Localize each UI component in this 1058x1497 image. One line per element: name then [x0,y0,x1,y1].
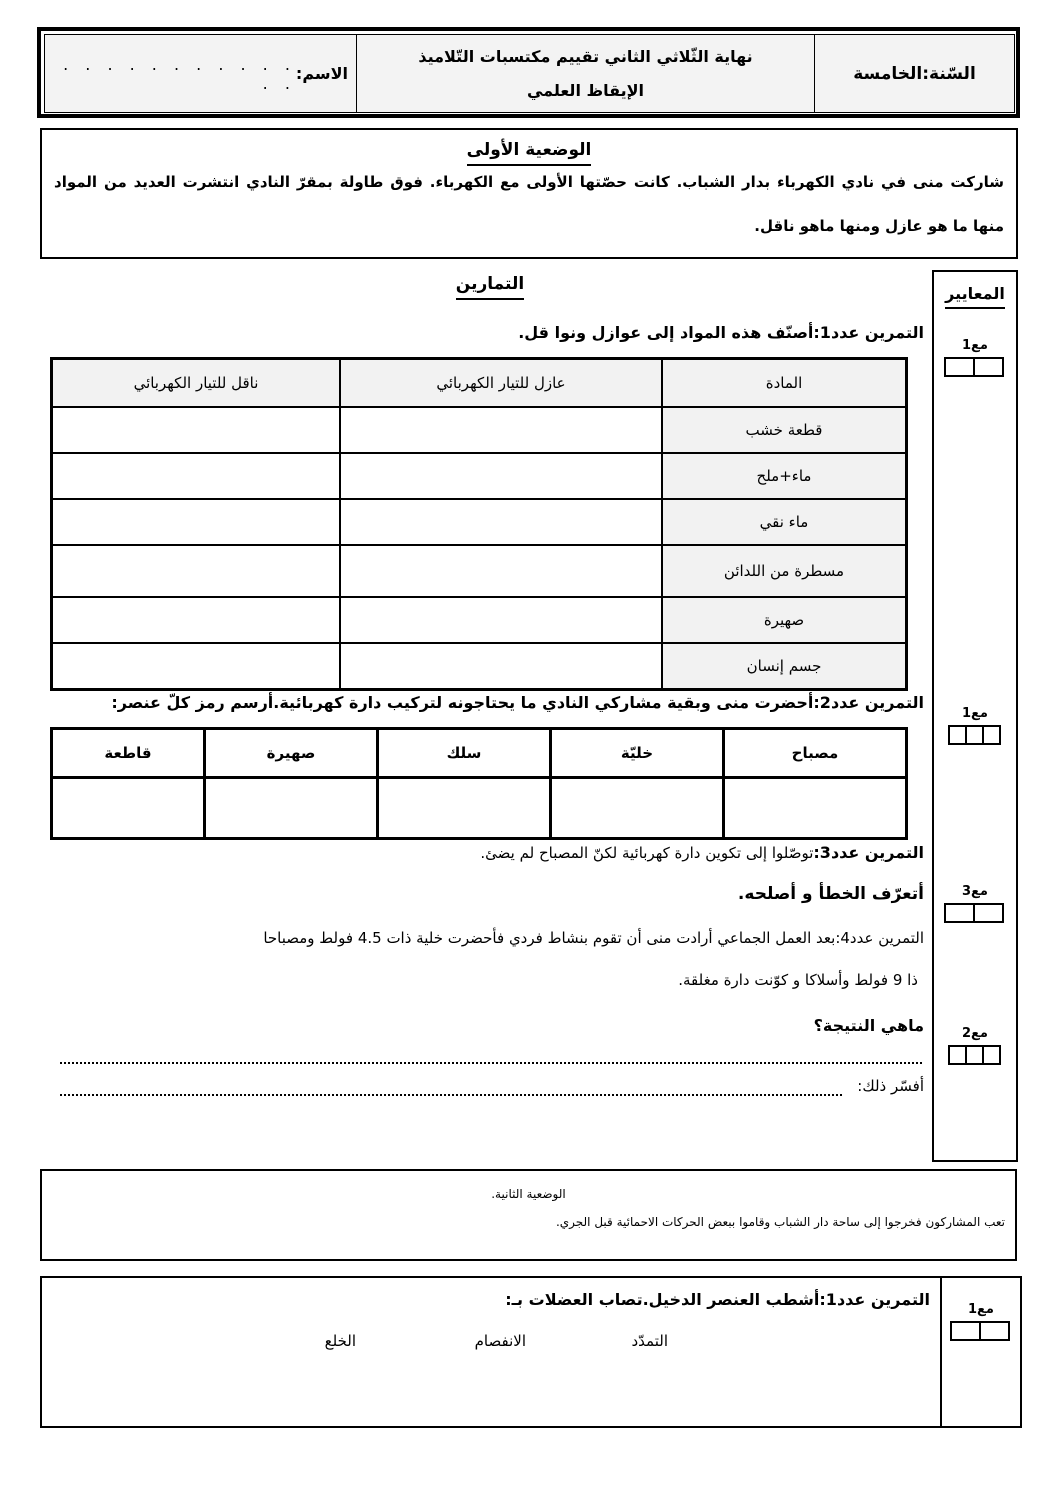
score-boxes[interactable] [942,1321,1020,1341]
score-boxes[interactable] [934,725,1016,745]
exercise-3-title: التمرين عدد3: [813,843,924,862]
exercise-4-title: التمرين عدد4: [835,929,924,947]
name-dots: . . . . . . . . . . . . . [63,54,296,93]
exercise-2-title: التمرين عدد2: [813,693,924,712]
column-header: قاطعة [52,729,205,778]
column-header: مصباح [724,729,907,778]
exercise-4-prompt [263,929,924,947]
exercise-5-prompt [505,1290,930,1309]
criteria-label: مع3 [962,884,988,899]
grade-level: السّنة:الخامسة [814,35,1014,112]
answer-cell[interactable] [52,597,341,643]
table-row [52,597,907,643]
answer-cell[interactable] [340,643,662,690]
table-row [52,499,907,545]
materials-table [50,357,908,691]
answer-cell[interactable] [52,643,341,690]
criteria-title: المعايير [945,284,1005,309]
table-header-row [52,359,907,408]
criteria-item-1 [934,338,1016,377]
explain-answer-line[interactable] [60,1094,842,1096]
material-cell: ماء نقي [662,499,907,545]
exercise-4-text-line1: بعد العمل الجماعي أرادت منى أن تقوم بنشاط فردي فأحضرت خلية ذات 4.5 فولط ومصباحا [263,929,836,947]
exercises-heading [440,274,540,294]
table-row [52,407,907,453]
symbol-cell[interactable] [52,778,205,839]
option-item[interactable]: الانفصام [474,1332,526,1350]
situation-1-title: الوضعية الأولى [467,140,592,166]
exercise-3-instruction: أتعرّف الخطأ و أصلحه. [737,884,924,904]
table-row [52,643,907,690]
answer-cell[interactable] [52,407,341,453]
situation-2-text: تعب المشاركون فخرجوا إلى ساحة دار الشباب وقاموا ببعض الحركات الاحمائية قبل الجري. [555,1215,1005,1229]
answer-cell[interactable] [340,545,662,597]
score-boxes[interactable] [934,1045,1016,1065]
column-header: المادة [662,359,907,408]
score-boxes[interactable] [934,357,1016,377]
name-label: الاسم: [295,64,348,83]
criteria-column [932,270,1018,1162]
criteria-label: مع2 [962,1026,988,1041]
material-cell: ماء+ملح [662,453,907,499]
criteria-label: مع1 [962,338,988,353]
criteria-item-3 [934,884,1016,923]
table-row [52,453,907,499]
exercise-3-text: توصّلوا إلى تكوين دارة كهربائية لكنّ المصباح لم يضئ. [480,844,814,862]
criteria-label: مع1 [968,1302,994,1317]
exercises-title: التمارين [456,274,524,300]
exercise-2-text: أحضرت منى وبقية مشاركي النادي ما يحتاجونه لتركيب دارة كهربائية.أرسم رمز كلّ عنصر: [111,693,814,712]
answer-cell[interactable] [340,407,662,453]
answer-line[interactable] [60,1062,922,1064]
exercise-5-criteria [940,1278,1020,1426]
answer-cell[interactable] [52,545,341,597]
option-item[interactable]: التمدّد [631,1332,668,1350]
exercise-3-prompt [480,843,924,862]
symbol-cell[interactable] [378,778,551,839]
table-row [52,545,907,597]
explain-label: أفسّر ذلك: [857,1077,924,1095]
symbol-cell[interactable] [551,778,724,839]
situation-2 [40,1169,1017,1261]
criteria-item-2 [934,706,1016,745]
criteria-label: مع1 [962,706,988,721]
table-row [52,778,907,839]
exercise-1-text: أصنّف هذه المواد إلى عوازل ونوا قل. [518,323,814,342]
exercise-4-question: ماهي النتيجة؟ [813,1016,924,1035]
symbol-cell[interactable] [205,778,378,839]
exercise-1-prompt [518,323,924,342]
material-cell: جسم إنسان [662,643,907,690]
situation-2-title: الوضعية الثانية. [491,1187,566,1201]
material-cell: مسطرة من اللدائن [662,545,907,597]
column-header: ناقل للتيار الكهربائي [52,359,341,408]
situation-1 [40,128,1018,259]
student-name-field[interactable] [45,35,356,112]
exam-subject: الإيقاظ العلمي [526,80,645,100]
symbol-cell[interactable] [724,778,907,839]
option-item[interactable]: الخلع [324,1332,356,1350]
exercise-1-title: التمرين عدد1: [813,323,924,342]
column-header: صهيرة [205,729,378,778]
criteria-item-5 [942,1302,1020,1341]
exercise-5-text: أشطب العنصر الدخيل.تصاب العضلات بـ: [505,1290,820,1309]
column-header: عازل للتيار الكهربائي [340,359,662,408]
exercise-4-text-line2: ذا 9 فولط وأسلاكا و كوّنت دارة مغلقة. [678,971,918,989]
answer-cell[interactable] [340,453,662,499]
exercise-5-title: التمرين عدد1: [819,1290,930,1309]
material-cell: قطعة خشب [662,407,907,453]
criteria-item-4 [934,1026,1016,1065]
column-header: سلك [378,729,551,778]
column-header: خليّة [551,729,724,778]
answer-cell[interactable] [52,453,341,499]
score-boxes[interactable] [934,903,1016,923]
exam-header [37,27,1020,118]
circuit-symbols-table [50,727,908,840]
exam-title-line1: نهاية الثّلاثي الثاني تقييم مكتسبات التّلاميذ [418,46,753,66]
table-header-row [52,729,907,778]
exam-title [356,35,814,112]
answer-cell[interactable] [52,499,341,545]
answer-cell[interactable] [340,597,662,643]
exercise-5-section [40,1276,1022,1428]
situation-1-text: شاركت منى في نادي الكهرباء بدار الشباب. كانت حصّتها الأولى مع الكهرباء. فوق طاولة بمقرّ النادي انتشرت العديد من المواد منها ما هو عازل ومنها ماهو ناقل. [54,173,1004,235]
answer-cell[interactable] [340,499,662,545]
exercise-2-prompt [111,693,924,712]
material-cell: صهيرة [662,597,907,643]
